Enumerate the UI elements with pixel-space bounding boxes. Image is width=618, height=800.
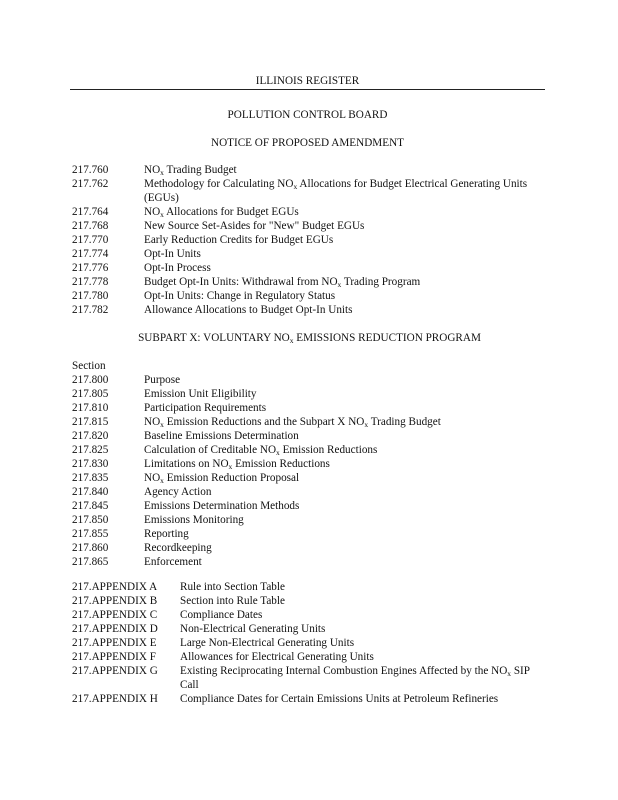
section-number: 217.782 — [72, 304, 109, 316]
title-text: Early Reduction Credits for Budget EGUs — [144, 234, 334, 246]
section-row — [72, 163, 547, 177]
section-title — [144, 233, 547, 247]
section-row — [72, 205, 547, 219]
section-title — [180, 608, 547, 622]
section-row — [72, 177, 547, 205]
subscript-x: x — [160, 476, 164, 485]
section-number: 217.835 — [72, 472, 109, 484]
section-number: 217.850 — [72, 514, 109, 526]
section-title — [144, 513, 547, 527]
appendix-row — [72, 636, 547, 650]
section-title — [144, 429, 547, 443]
section-row — [72, 513, 547, 527]
section-number: 217.764 — [72, 206, 109, 218]
appendix-list — [72, 580, 547, 706]
section-row — [72, 471, 547, 485]
section-row — [72, 443, 547, 457]
section-title — [144, 471, 547, 485]
header-rule — [70, 89, 545, 90]
section-number: 217.845 — [72, 500, 109, 512]
section-title — [144, 541, 547, 555]
title-text: Calculation of Creditable NO — [144, 444, 277, 456]
title-text: Compliance Dates for Certain Emissions Units at Petroleum Refineries — [180, 693, 499, 705]
section-title — [144, 457, 547, 471]
section-title — [144, 275, 547, 289]
section-number: 217.APPENDIX D — [72, 623, 158, 635]
section-number: 217.770 — [72, 234, 109, 246]
subscript-x: x — [507, 669, 512, 678]
section-number: 217.760 — [72, 164, 109, 176]
section-number: 217.APPENDIX E — [72, 637, 157, 649]
appendix-row — [72, 580, 547, 594]
section-number: 217.776 — [72, 262, 109, 274]
title-text: Compliance Dates — [180, 609, 263, 621]
section-row — [72, 289, 547, 303]
title-text: SIP Call — [180, 665, 530, 691]
section-title — [144, 373, 547, 387]
title-text: Emission Reduction Proposal — [163, 472, 300, 484]
title-text: Existing Reciprocating Internal Combustion Engines Affected by the NO — [180, 665, 508, 677]
section-row — [72, 247, 547, 261]
section-title — [144, 527, 547, 541]
title-text: Limitations on NO — [144, 458, 229, 470]
title-text: Purpose — [144, 374, 181, 386]
title-text: Participation Requirements — [144, 402, 267, 414]
section-row — [72, 429, 547, 443]
appendix-row — [72, 664, 547, 692]
title-text: New Source Set-Asides for "New" Budget EGUs — [144, 220, 365, 232]
subscript-x: x — [276, 448, 280, 457]
subscript-x: x — [293, 182, 298, 191]
section-number: 217.762 — [72, 178, 109, 190]
title-text: Emissions Determination Methods — [144, 500, 300, 512]
subscript-x: x — [337, 280, 342, 289]
section-number: 217.780 — [72, 290, 109, 302]
title-text: Baseline Emissions Determination — [144, 430, 299, 442]
section-title — [180, 650, 547, 664]
register-title: ILLINOIS REGISTER — [255, 75, 360, 87]
section-list-subpart-x — [72, 373, 547, 569]
appendix-row — [72, 622, 547, 636]
title-text: NO — [144, 472, 161, 484]
title-text: Opt-In Process — [144, 262, 211, 274]
section-title — [144, 387, 547, 401]
section-number: 217.778 — [72, 276, 109, 288]
appendix-row — [72, 692, 547, 706]
subpart-heading-text-end: EMISSIONS REDUCTION PROGRAM — [293, 332, 481, 344]
section-number: 217.800 — [72, 374, 109, 386]
section-number: 217.825 — [72, 444, 109, 456]
section-title — [144, 303, 547, 317]
title-text: Opt-In Units: Change in Regulatory Status — [144, 290, 336, 302]
title-text: Allowances for Electrical Generating Units — [180, 651, 374, 663]
section-number: 217.APPENDIX A — [72, 581, 158, 593]
section-row — [72, 373, 547, 387]
section-title — [180, 594, 547, 608]
section-title — [144, 401, 547, 415]
section-row — [72, 401, 547, 415]
title-text: Emissions Monitoring — [144, 514, 244, 526]
subscript-x: x — [160, 210, 164, 219]
title-text: Opt-In Units — [144, 248, 201, 260]
section-title — [144, 205, 547, 219]
subscript-x: x — [228, 462, 233, 471]
section-row — [72, 555, 547, 569]
notice-title: NOTICE OF PROPOSED AMENDMENT — [210, 137, 404, 149]
section-title — [180, 622, 547, 636]
title-text: Allowance Allocations to Budget Opt-In Units — [144, 304, 353, 316]
section-row — [72, 303, 547, 317]
appendix-row — [72, 594, 547, 608]
section-title — [144, 415, 547, 429]
title-text: Methodology for Calculating NO — [144, 178, 294, 190]
section-title — [144, 177, 547, 205]
section-number: 217.APPENDIX C — [72, 609, 158, 621]
section-number: 217.APPENDIX H — [72, 693, 158, 705]
section-row — [72, 275, 547, 289]
section-title — [144, 261, 547, 275]
section-row — [72, 415, 547, 429]
section-title — [144, 485, 547, 499]
section-row — [72, 541, 547, 555]
section-title — [144, 289, 547, 303]
title-text: Reporting — [144, 528, 189, 540]
section-title — [180, 664, 547, 692]
section-row — [72, 499, 547, 513]
section-title — [144, 163, 547, 177]
board-title: POLLUTION CONTROL BOARD — [227, 109, 388, 121]
section-title — [144, 443, 547, 457]
title-text: NO — [144, 206, 161, 218]
title-text: Trading Budget — [163, 164, 237, 176]
section-number: 217.APPENDIX G — [72, 665, 158, 677]
title-text: Recordkeeping — [144, 542, 212, 554]
title-text: Non-Electrical Generating Units — [180, 623, 326, 635]
section-number: 217.805 — [72, 388, 109, 400]
title-text: NO — [144, 164, 161, 176]
title-text: Agency Action — [144, 486, 212, 498]
title-text: Trading Program — [341, 276, 421, 288]
title-text: Rule into Section Table — [180, 581, 285, 593]
section-number: 217.830 — [72, 458, 109, 470]
section-label: Section — [72, 360, 106, 372]
appendix-row — [72, 650, 547, 664]
title-text: Enforcement — [144, 556, 202, 568]
subpart-x-heading — [72, 331, 547, 345]
section-title — [180, 580, 547, 594]
page-header — [70, 74, 545, 150]
section-row — [72, 219, 547, 233]
section-row — [72, 457, 547, 471]
section-list-budget — [72, 163, 547, 317]
title-text: Trading Budget — [368, 416, 441, 428]
title-text: Allocations for Budget EGUs — [163, 206, 299, 218]
section-number: 217.APPENDIX F — [72, 651, 156, 663]
title-text: Large Non-Electrical Generating Units — [180, 637, 355, 649]
title-text: Section into Rule Table — [180, 595, 285, 607]
section-number: 217.820 — [72, 430, 109, 442]
section-row — [72, 261, 547, 275]
section-number: 217.860 — [72, 542, 109, 554]
subscript-x: x — [364, 420, 369, 429]
section-title — [144, 555, 547, 569]
title-text: NO — [144, 416, 161, 428]
section-title — [180, 692, 547, 706]
section-number: 217.APPENDIX B — [72, 595, 158, 607]
section-title — [144, 219, 547, 233]
section-number: 217.810 — [72, 402, 109, 414]
section-title — [180, 636, 547, 650]
title-text: Emission Reductions — [232, 458, 330, 470]
title-text: Emission Unit Eligibility — [144, 388, 257, 400]
section-number: 217.774 — [72, 248, 109, 260]
section-number: 217.815 — [72, 416, 109, 428]
title-text: Emission Reductions — [279, 444, 378, 456]
subpart-heading-text: SUBPART X: VOLUNTARY NO — [138, 332, 290, 344]
subpart-heading-subscript: x — [289, 336, 294, 345]
subscript-x: x — [160, 420, 164, 429]
section-number: 217.855 — [72, 528, 109, 540]
title-text: Emission Reductions and the Subpart X NO — [163, 416, 365, 428]
section-row — [72, 233, 547, 247]
section-title — [144, 247, 547, 261]
title-text: Allocations for Budget Electrical Generating Units (EGUs) — [144, 178, 528, 204]
section-title — [144, 499, 547, 513]
section-row — [72, 387, 547, 401]
section-number: 217.768 — [72, 220, 109, 232]
section-row — [72, 485, 547, 499]
section-row — [72, 527, 547, 541]
section-number: 217.865 — [72, 556, 109, 568]
section-number: 217.840 — [72, 486, 109, 498]
title-text: Budget Opt-In Units: Withdrawal from NO — [144, 276, 338, 288]
subscript-x: x — [160, 168, 164, 177]
appendix-row — [72, 608, 547, 622]
